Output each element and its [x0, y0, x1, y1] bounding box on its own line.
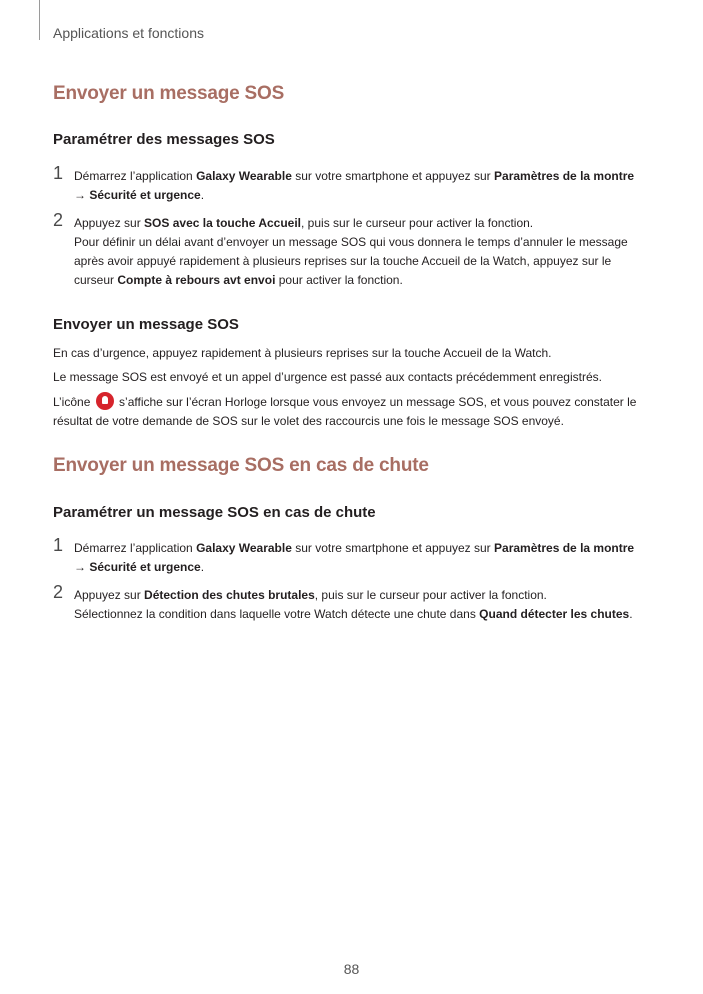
step-number: 1 — [53, 535, 64, 555]
step-text: Démarrez l’application Galaxy Wearable sur votre smartphone et appuyez sur Paramètres de la montre → Sécurité et urgence. — [74, 541, 635, 574]
step-1 — [53, 535, 653, 577]
sos-alert-icon — [96, 392, 114, 410]
running-header: Applications et fonctions — [53, 25, 204, 41]
paragraph: En cas d’urgence, appuyez rapidement à plusieurs reprises sur la touche Accueil de la Watch. — [53, 346, 552, 360]
step-1 — [53, 163, 653, 205]
step-number: 2 — [53, 582, 64, 602]
section-title-fall-sos: Envoyer un message SOS en cas de chute — [53, 455, 429, 476]
step-2 — [53, 210, 653, 290]
subsection-title-sos-settings: Paramétrer des messages SOS — [53, 131, 275, 148]
step-number: 1 — [53, 163, 64, 183]
margin-line — [39, 0, 40, 40]
step-2 — [53, 582, 653, 624]
step-number: 2 — [53, 210, 64, 230]
section-title-sos: Envoyer un message SOS — [53, 83, 285, 104]
paragraph-with-icon: L’icône s’affiche sur l’écran Horloge lorsque vous envoyez un message SOS, et vous pouvez constater le résultat de votre demande de SOS sur le volet des raccourcis une fois le message SOS envoyé. — [53, 392, 653, 431]
step-text: Appuyez sur Détection des chutes brutales, puis sur le curseur pour activer la fonction. Sélectionnez la condition dans laquelle votre Watch détecte une chute dans Quand détecter les chutes. — [74, 588, 633, 621]
paragraph: Le message SOS est envoyé et un appel d’urgence est passé aux contacts précédemment enregistrés. — [53, 370, 602, 384]
subsection-title-send-sos: Envoyer un message SOS — [53, 316, 239, 333]
subsection-title-fall-settings: Paramétrer un message SOS en cas de chute — [53, 504, 376, 521]
step-text: Appuyez sur SOS avec la touche Accueil, puis sur le curseur pour activer la fonction. Pour définir un délai avant d’envoyer un message SOS qui vous donnera le temps d’annuler le message après avoir appuyé rapidement à plusieurs reprises sur la touche Accueil de la Watch, appuyez sur le curseur Compte à rebours avt envoi pour activer la fonction. — [74, 216, 628, 287]
page-number: 88 — [343, 961, 360, 977]
step-text: Démarrez l’application Galaxy Wearable sur votre smartphone et appuyez sur Paramètres de la montre → Sécurité et urgence. — [74, 169, 635, 202]
